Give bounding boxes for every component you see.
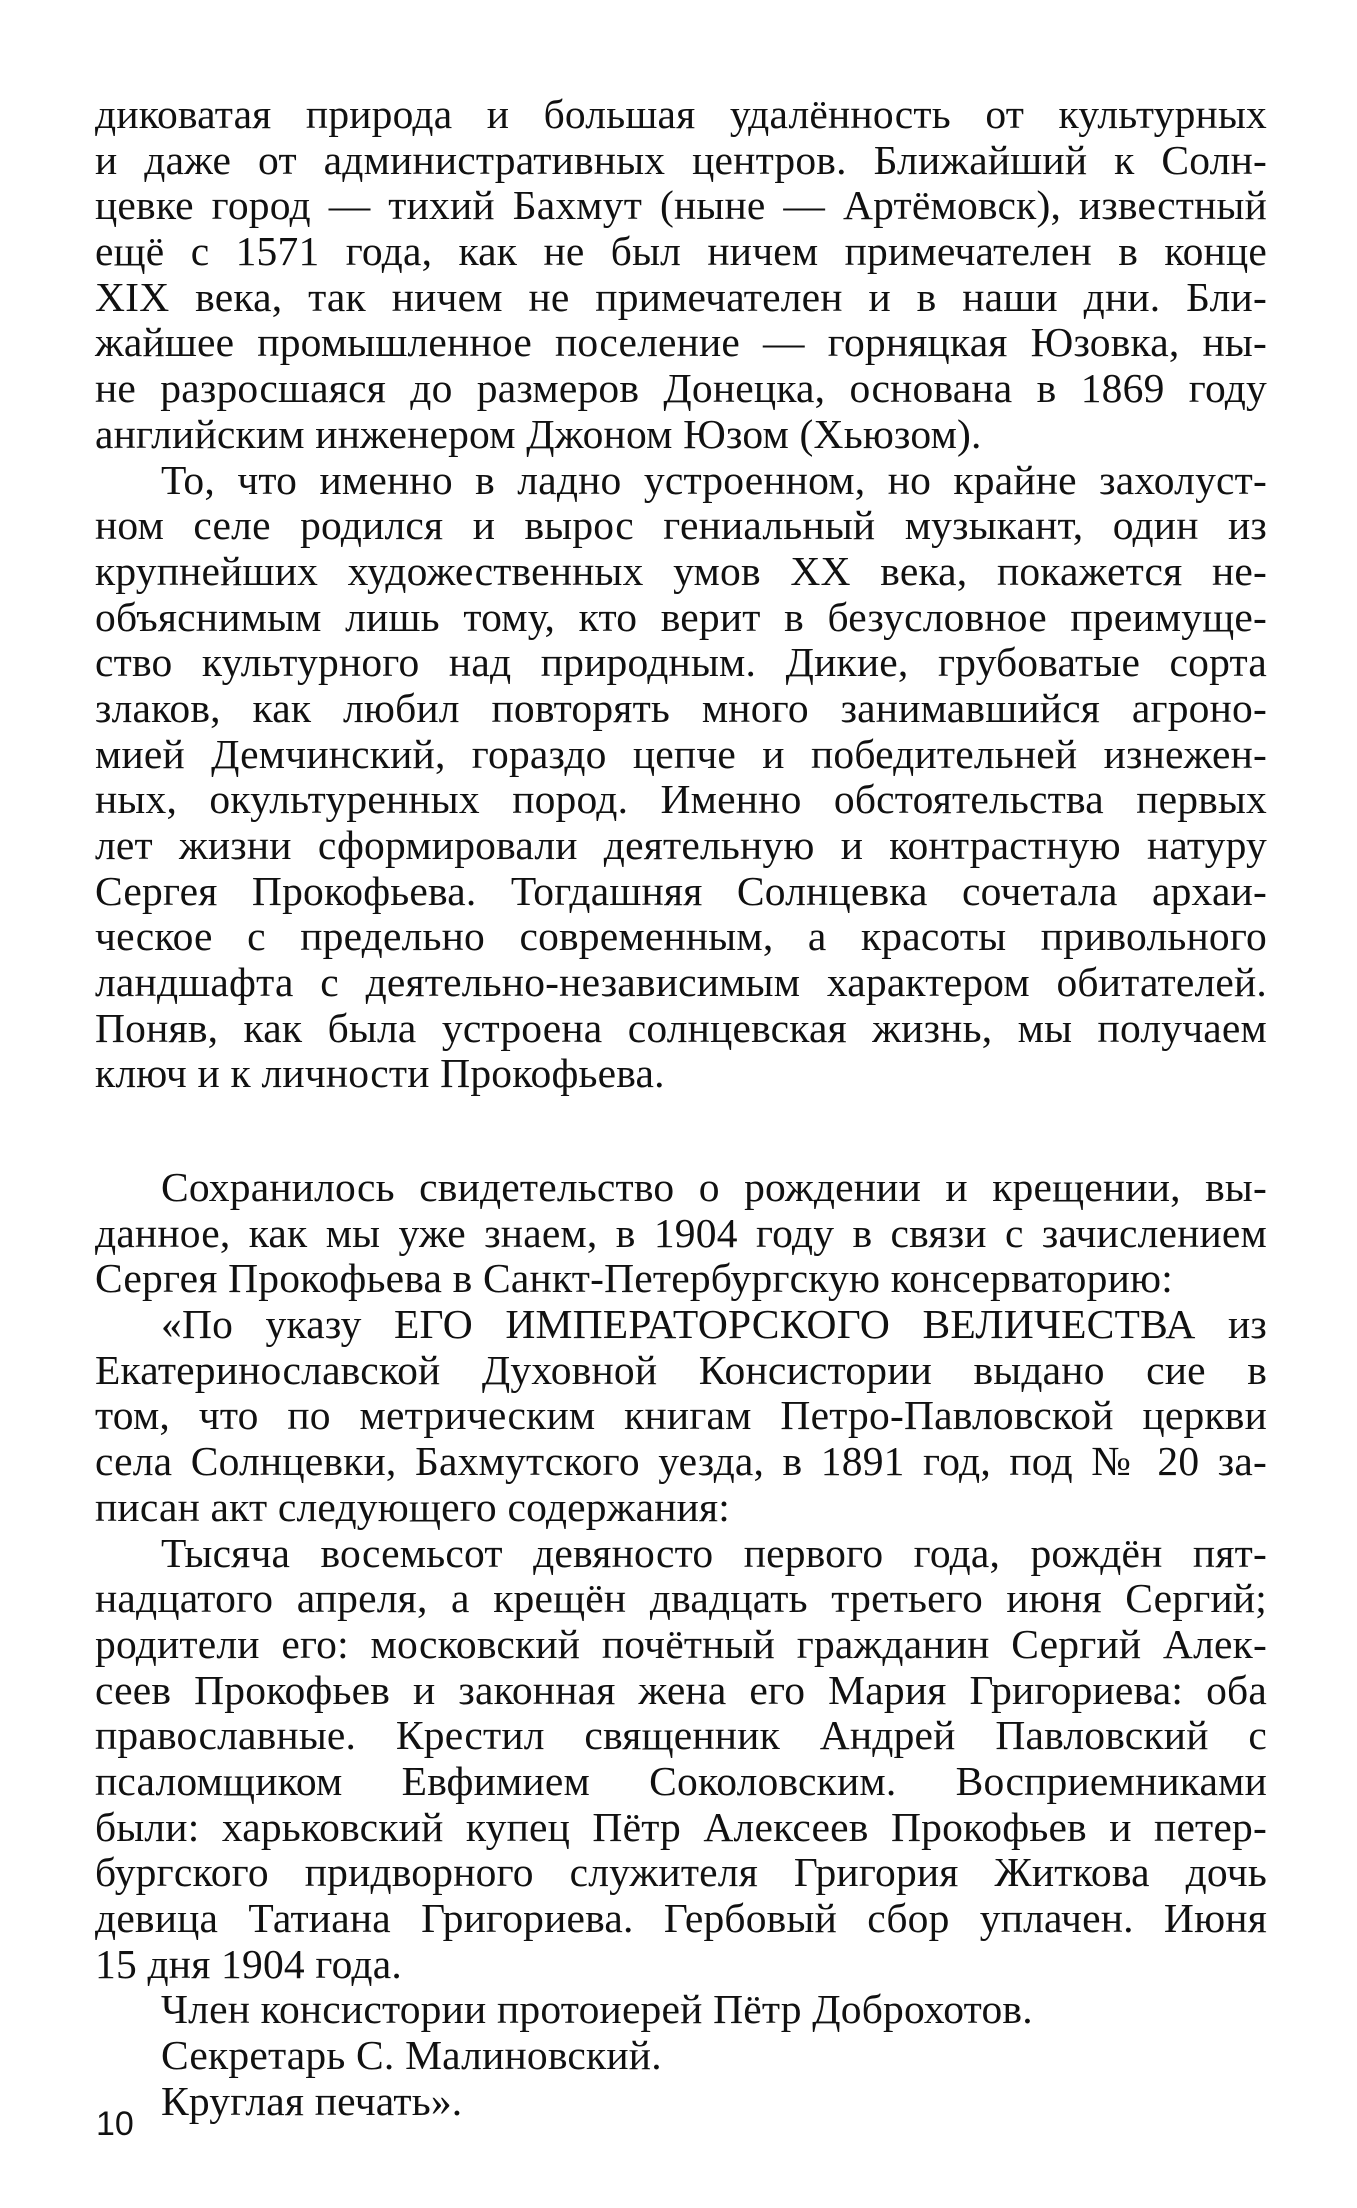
text-line: цевке город — тихий Бахмут (ныне — Артёмовск), известный xyxy=(95,182,1267,229)
section-1-text xyxy=(95,92,1267,1097)
text-line: родители его: московский почётный гражданин Сергий Алек- xyxy=(95,1620,1267,1667)
text-line: XIX века, так ничем не примечателен и в наши дни. Бли- xyxy=(95,273,1267,320)
paragraph-2 xyxy=(95,458,1267,1098)
text-line: и даже от административных центров. Ближайший к Солн- xyxy=(95,136,1267,183)
text-line: ных, окультуренных пород. Именно обстоятельства первых xyxy=(95,776,1267,823)
text-line: девица Татиана Григориева. Гербовый сбор уплачен. Июня xyxy=(95,1895,1267,1941)
text-line: данное, как мы уже знаем, в 1904 году в связи с зачислением xyxy=(95,1209,1267,1256)
document-signatures xyxy=(95,1987,1267,2124)
page-number: 10 xyxy=(96,2105,134,2143)
text-line: ландшафта с деятельно-независимым характером обитателей. xyxy=(95,959,1267,1006)
text-line: надцатого апреля, а крещён двадцать третьего июня Сергий; xyxy=(95,1575,1267,1622)
text-line: Тысяча восемьсот девяносто первого года, рождён пят- xyxy=(161,1529,1267,1576)
section-2-text xyxy=(95,1165,1267,2124)
text-line: английским инженером Джоном Юзом (Хьюзом). xyxy=(95,410,982,457)
signature-line: Член консистории протоиерей Пётр Доброхотов. xyxy=(161,1986,1033,2033)
text-line: сеев Прокофьев и законная жена его Мария Григориева: оба xyxy=(95,1666,1267,1713)
text-line: села Солнцевки, Бахмутского уезда, в 1891 год, под № 20 за- xyxy=(95,1438,1267,1485)
paragraph-5 xyxy=(95,1531,1267,1988)
text-line: писан акт следующего содержания: xyxy=(95,1483,731,1530)
text-line: Поняв, как была устроена солнцевская жизнь, мы получаем xyxy=(95,1004,1267,1051)
text-line: диковатая природа и большая удалённость от культурных xyxy=(95,91,1267,137)
text-line: ческое с предельно современным, а красоты привольного xyxy=(95,913,1267,960)
text-line: «По указу ЕГО ИМПЕРАТОРСКОГО ВЕЛИЧЕСТВА из xyxy=(161,1301,1267,1348)
signature-line: Секретарь С. Малиновский. xyxy=(161,2032,662,2079)
text-line: Сохранилось свидетельство о рождении и крещении, вы- xyxy=(161,1164,1267,1210)
text-line: мией Демчинский, гораздо цепче и победительней изнежен- xyxy=(95,730,1267,777)
text-line: жайшее промышленное поселение — горняцкая Юзовка, ны- xyxy=(95,319,1267,366)
text-line: псаломщиком Евфимием Соколовским. Восприемниками xyxy=(95,1757,1267,1804)
text-line: ство культурного над природным. Дикие, грубоватые сорта xyxy=(95,639,1267,686)
text-line: том, что по метрическим книгам Петро-Павловской церкви xyxy=(95,1392,1267,1439)
paragraph-1 xyxy=(95,92,1267,458)
text-line: Екатеринославской Духовной Консистории выдано сие в xyxy=(95,1346,1267,1393)
text-line: не разросшаяся до размеров Донецка, основана в 1869 году xyxy=(95,365,1267,412)
text-line: крупнейших художественных умов XX века, покажется не- xyxy=(95,547,1267,594)
paragraph-4 xyxy=(95,1302,1267,1530)
text-line: То, что именно в ладно устроенном, но крайне захолуст- xyxy=(161,456,1267,503)
text-line: объяснимым лишь тому, кто верит в безусловное преимуще- xyxy=(95,593,1267,640)
paragraph-3 xyxy=(95,1165,1267,1302)
text-line: 15 дня 1904 года. xyxy=(95,1940,402,1987)
text-line: Сергея Прокофьева в Санкт-Петербургскую консерваторию: xyxy=(95,1255,1173,1302)
text-line: были: харьковский купец Пётр Алексеев Прокофьев и петер- xyxy=(95,1803,1267,1850)
text-line: православные. Крестил священник Андрей Павловский с xyxy=(95,1712,1267,1759)
text-line: бургского придворного служителя Григория Житкова дочь xyxy=(95,1849,1267,1896)
signature-line: Круглая печать». xyxy=(161,2077,463,2124)
text-line: ключ и к личности Прокофьева. xyxy=(95,1050,665,1097)
text-line: ещё с 1571 года, как не был ничем примечателен в конце xyxy=(95,228,1267,275)
text-line: ном селе родился и вырос гениальный музыкант, один из xyxy=(95,502,1267,549)
text-line: злаков, как любил повторять много занимавшийся агроно- xyxy=(95,684,1267,731)
text-line: лет жизни сформировали деятельную и контрастную натуру xyxy=(95,822,1267,868)
text-line: Сергея Прокофьева. Тогдашняя Солнцевка сочетала архаи- xyxy=(95,867,1267,914)
